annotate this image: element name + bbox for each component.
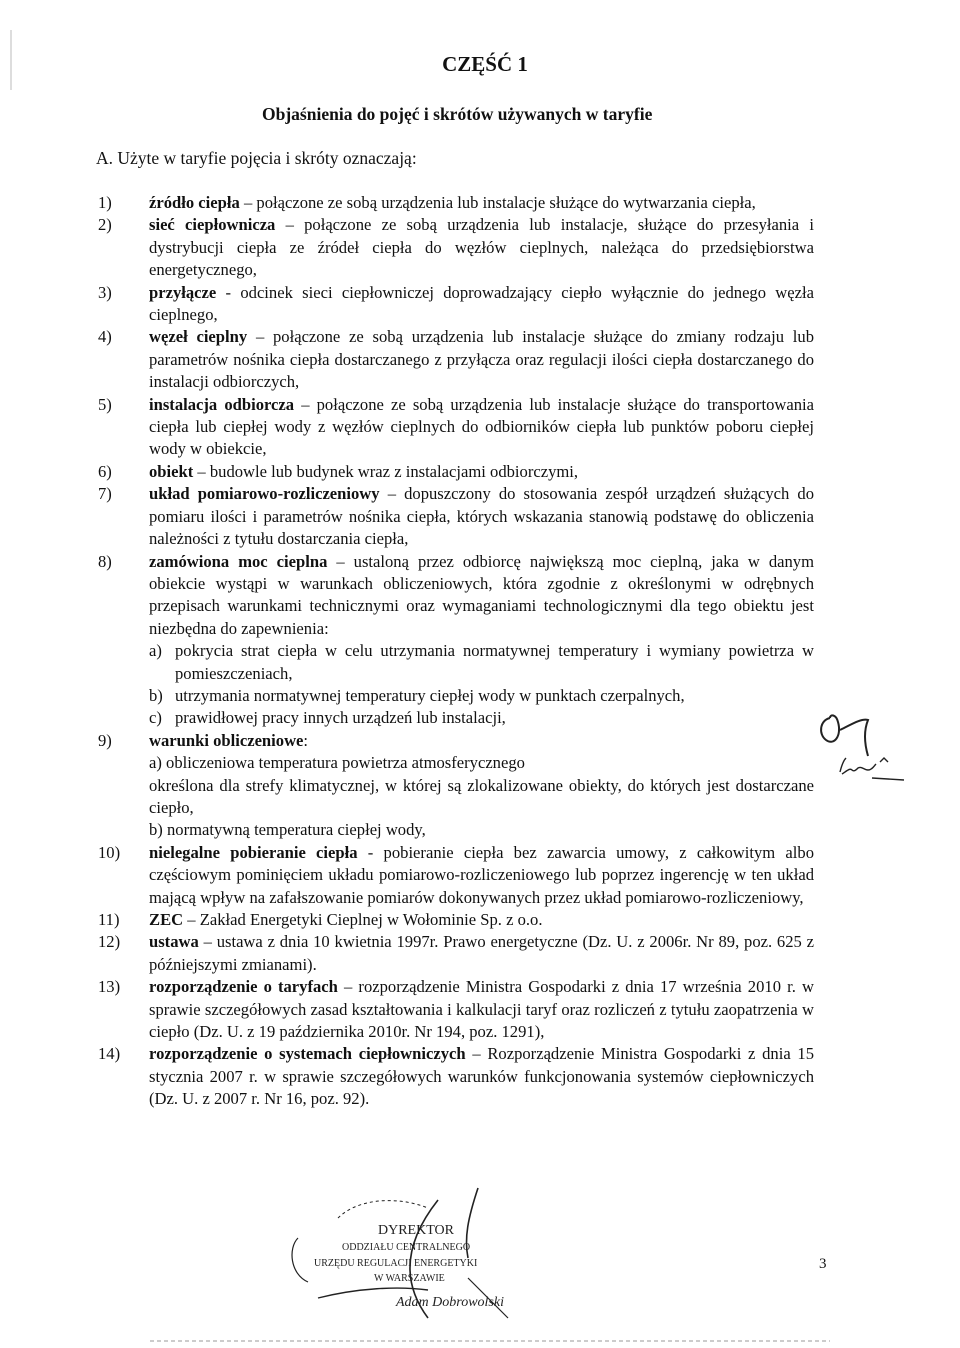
definition-term: nielegalne pobieranie ciepła [149, 842, 358, 862]
definition-text: – połączone ze sobą urządzenia lub instalacje służące do wytwarzania ciepła, [239, 193, 756, 212]
definition-item [98, 483, 814, 550]
definition-text: – połączone ze sobą urządzenia lub instalacje służące do zmiany rodzaju lub parametrów nośnika ciepła dostarczanego z przyłącza oraz regulacji ilości ciepła dostarczanego do instalacji odbiorczych, [149, 327, 815, 392]
definition-text: – rozporządzenie Ministra Gospodarki z dnia 17 września 2010 r. w sprawie szczegółowych zasad kształtowania i kalkulacji taryf oraz rozliczeń z tytułu zaopatrzenia w ciepło (Dz. U. z 19 października 2010r. Nr 194, poz. 1291), [149, 977, 814, 1042]
definition-item [98, 326, 814, 393]
definition-text: : [303, 730, 309, 750]
definition-term: warunki obliczeniowe [149, 730, 304, 750]
definition-text: – ustawa z dnia 10 kwietnia 1997r. Prawo energetyczne (Dz. U. z 2006r. Nr 89, poz. 625 z późniejszymi zmianami). [149, 932, 814, 974]
sub-item-text: pokrycia strat ciepła w celu utrzymania normatywnej temperatury i wymiany powietrza w pomieszczeniach, [175, 641, 814, 683]
definition-item [98, 909, 814, 931]
definition-item [98, 461, 814, 483]
definition-term: ZEC [149, 910, 184, 929]
sub-item-text: prawidłowej pracy innych urządzeń lub instalacji, [175, 708, 506, 728]
definition-number: 6) [98, 461, 112, 481]
stamp-signature: Adam Dobrowolski [396, 1295, 504, 1310]
sub-item [149, 685, 814, 707]
handwritten-initials [812, 700, 912, 800]
definition-text: – Zakład Energetyki Cieplnej w Wołominie Sp. z o.o. [183, 910, 543, 929]
definition-item [98, 842, 814, 909]
definition-text: – budowle lub budynek wraz z instalacjami odbiorczymi, [193, 461, 579, 481]
definition-item [98, 394, 814, 461]
definition-text: - odcinek sieci ciepłowniczej doprowadzający ciepło wyłącznie do jednego węzła cieplnego, [149, 282, 814, 325]
stamp-line-2: ODDZIAŁU CENTRALNEGO [342, 1242, 471, 1253]
definition-term: zamówiona moc cieplna [149, 551, 328, 571]
definition-body [149, 976, 814, 1043]
sub-item [149, 707, 814, 729]
definition-text: - pobieranie ciepła bez zawarcia umowy, z całkowitym albo częściowym pominięciem układu pomiarowo-rozliczeniowego lub poprzez ingerencję w ten układ mającą wpływ na zafałszowanie pomiarów dokonywanych przez układ pomiarowo-rozliczeniowy, [149, 842, 814, 907]
definition-term: instalacja odbiorcza [149, 394, 295, 414]
definition-number: 11) [98, 910, 120, 929]
definition-number: 5) [98, 394, 112, 414]
official-stamp [278, 1178, 528, 1328]
sub-item [149, 640, 814, 685]
definition-body [149, 282, 814, 327]
definition-body [149, 483, 814, 550]
definition-number: 13) [98, 977, 121, 997]
definition-item [98, 1043, 814, 1110]
definition-item [98, 282, 814, 327]
definition-text: – Rozporządzenie Ministra Gospodarki z dnia 15 stycznia 2007 r. w sprawie szczegółowych warunków funkcjonowania systemów ciepłowniczych (Dz. U. z 2007 r. Nr 16, poz. 92). [149, 1044, 814, 1109]
definition-number: 3) [98, 282, 112, 302]
section-heading: A. Użyte w taryfie pojęcia i skróty oznaczają: [96, 148, 417, 168]
definition-number: 7) [98, 484, 112, 504]
definition-body [149, 394, 814, 461]
part-title: CZĘŚĆ 1 [442, 52, 528, 76]
definition-item [98, 551, 814, 730]
definition-text: – ustaloną przez odbiorcę największą moc cieplną, jaka w danym obiekcie wystąpi w warunkach obliczeniowych, która zgodnie z określonymi w odrębnych przepisach warunkami technicznymi oraz wymaganiami technologicznymi dla tego obiektu jest niezbędna do zapewnienia: [149, 551, 814, 638]
definition-number: 14) [98, 1044, 121, 1064]
definition-body [149, 551, 814, 730]
definition-number: 8) [98, 551, 112, 571]
definition-term: obiekt [149, 461, 194, 481]
definition-text: – dopuszczony do stosowania zespół urządzeń służących do pomiaru ilości i parametrów nośnika ciepła, których wskazania stanowią podstawę do obliczenia należności z tytułu dostarczania ciepła, [149, 484, 815, 549]
definition-line: b) normatywną temperatura ciepłej wody, [149, 820, 426, 840]
definition-term: węzeł cieplny [149, 327, 248, 347]
definition-body [149, 461, 814, 483]
definition-item [98, 976, 814, 1043]
definition-number: 2) [98, 215, 112, 235]
definition-number: 12) [98, 932, 121, 952]
definition-number: 10) [98, 842, 121, 862]
sub-item-letter: a) [149, 641, 162, 661]
definition-line: a) obliczeniowa temperatura powietrza atmosferycznego [149, 753, 525, 773]
definition-number: 9) [98, 730, 112, 750]
definitions-list [98, 192, 814, 1111]
definition-text: – połączone ze sobą urządzenia lub instalacje, służące do przesyłania i dystrybucji ciepła ze źródeł ciepła do węzłów cieplnych, należąca do przedsiębiorstwa energetycznego, [149, 215, 814, 280]
stamp-line-3: URZĘDU REGULACJI ENERGETYKI [314, 1258, 478, 1269]
definition-term: układ pomiarowo-rozliczeniowy [149, 484, 380, 504]
definition-body [149, 909, 814, 931]
sub-item-text: utrzymania normatywnej temperatury ciepłej wody w punktach czerpalnych, [175, 685, 685, 705]
definition-term: rozporządzenie o systemach ciepłowniczych [149, 1044, 466, 1064]
definition-body [149, 1043, 814, 1110]
stamp-line-4: W WARSZAWIE [374, 1273, 445, 1284]
definition-line: określona dla strefy klimatycznej, w której są zlokalizowane obiekty, do których jest dostarczane ciepło, [149, 775, 814, 817]
definition-item [98, 931, 814, 976]
definition-body [149, 192, 814, 214]
scan-footer-line [150, 1330, 830, 1334]
definition-term: ustawa [149, 932, 199, 952]
sub-item-letter: c) [149, 708, 162, 728]
definition-text: – połączone ze sobą urządzenia lub instalacje służące do transportowania ciepła lub ciepłej wody z węzłów cieplnych do odbiorników ciepła lub punktów poboru ciepłej wody w obiekcie, [149, 394, 814, 459]
definition-body [149, 214, 814, 281]
definition-item [98, 192, 814, 214]
definition-body [149, 326, 814, 393]
definition-term: rozporządzenie o taryfach [149, 977, 338, 997]
definition-number: 4) [98, 327, 112, 347]
definition-term: sieć ciepłownicza [149, 215, 276, 235]
definition-item [98, 214, 814, 281]
document-subtitle: Objaśnienia do pojęć i skrótów używanych w taryfie [262, 104, 653, 124]
stamp-title: DYREKTOR [378, 1223, 454, 1238]
definition-term: przyłącze [149, 282, 217, 302]
sub-item-letter: b) [149, 685, 163, 705]
definition-number: 1) [98, 193, 112, 212]
definition-term: źródło ciepła [149, 193, 240, 212]
definition-body [149, 842, 814, 909]
page-number: 3 [819, 1256, 827, 1272]
definition-body [149, 730, 814, 842]
definition-body [149, 931, 814, 976]
definition-item [98, 730, 814, 842]
